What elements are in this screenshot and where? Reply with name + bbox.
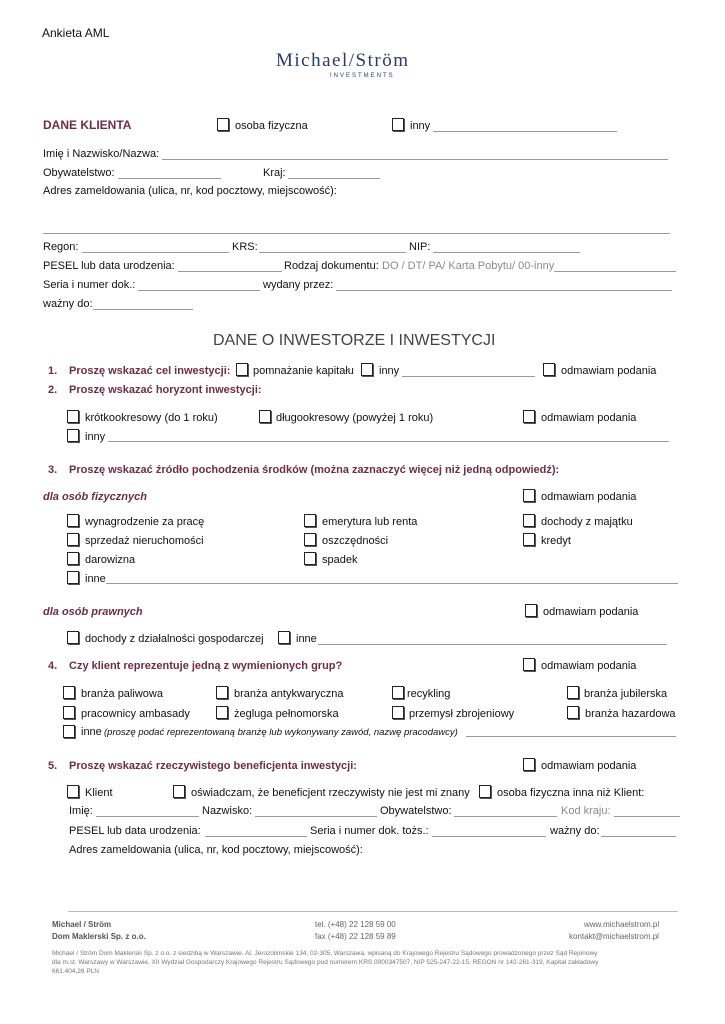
- q5-last-name-label: Nazwisko:: [202, 805, 253, 817]
- checkbox-q2-other[interactable]: [67, 429, 79, 442]
- checkbox-q4-antiques[interactable]: [216, 686, 228, 699]
- q5-country-label: Kod kraju:: [561, 805, 611, 817]
- address-field[interactable]: [43, 233, 670, 234]
- krs-label: KRS:: [232, 241, 258, 253]
- q2-text: Proszę wskazać horyzont inwestycji:: [69, 384, 262, 396]
- checkbox-q4-shipping[interactable]: [216, 706, 228, 719]
- issuedby-label: wydany przez:: [263, 279, 334, 291]
- company-logo: Michael/Ström: [276, 50, 410, 71]
- q4-text: Czy klient reprezentuje jedną z wymienionych grup?: [69, 660, 343, 672]
- q4-jewelry-label: branża jubilerska: [584, 688, 668, 700]
- q3-other-label: inne: [85, 573, 106, 585]
- nip-field[interactable]: [433, 252, 580, 253]
- q3-natural-heading: dla osób fizycznych: [43, 491, 147, 503]
- footer-website[interactable]: www.michaelstrom.pl: [584, 920, 660, 929]
- footer-divider: [68, 911, 678, 912]
- q3-salary-label: wynagrodzenie za pracę: [85, 516, 205, 528]
- krs-field[interactable]: [259, 252, 406, 253]
- q3-savings-label: oszczędności: [322, 535, 389, 547]
- logo-subtitle: INVESTMENTS: [330, 73, 395, 79]
- footer-company-type: Dom Maklerski Sp. z o.o.: [52, 932, 146, 941]
- q4-number: 4.: [48, 660, 58, 672]
- address-label: Adres zameldowania (ulica, nr, kod pocztowy, miejscowość):: [43, 185, 337, 197]
- q4-other-label: inne: [81, 726, 102, 738]
- q2-other-label: inny: [85, 431, 106, 443]
- q4-recycling-label: recykling: [407, 688, 451, 700]
- checkbox-q4-gambling[interactable]: [567, 706, 579, 719]
- checkbox-q5-client[interactable]: [67, 785, 79, 798]
- q4-gambling-label: branża hazardowa: [585, 708, 676, 720]
- checkbox-q5-unknown[interactable]: [173, 785, 185, 798]
- q3-number: 3.: [48, 464, 58, 476]
- checkbox-q2-short[interactable]: [67, 410, 79, 423]
- q4-shipping-label: żegluga pełnomorska: [234, 708, 339, 720]
- q2-other-field[interactable]: [108, 441, 669, 442]
- q3-inheritance-label: spadek: [322, 554, 358, 566]
- checkbox-q3-business[interactable]: [67, 631, 79, 644]
- footer-company: Michael / Ström: [52, 920, 112, 929]
- checkbox-q1-refuse[interactable]: [543, 363, 555, 376]
- regon-field[interactable]: [82, 252, 229, 253]
- q5-number: 5.: [48, 760, 58, 772]
- docnum-label: Seria i numer dok.:: [43, 279, 136, 291]
- q5-unknown-label: oświadczam, że beneficjent rzeczywisty nie jest mi znany: [191, 787, 470, 799]
- q3-legal-refuse-label: odmawiam podania: [543, 606, 639, 618]
- q5-docnum-label: Seria i numer dok. tożs.:: [310, 825, 429, 837]
- q4-embassy-label: pracownicy ambasady: [81, 708, 190, 720]
- pesel-field[interactable]: [178, 271, 282, 272]
- checkbox-q4-embassy[interactable]: [63, 706, 75, 719]
- q1-number: 1.: [48, 365, 58, 377]
- q5-other-person-label: osoba fizyczna inna niż Klient:: [497, 787, 645, 799]
- checkbox-q3-gift[interactable]: [67, 552, 79, 565]
- q5-last-name-field[interactable]: [255, 816, 377, 817]
- q5-valid-label: ważny do:: [550, 825, 600, 837]
- checkbox-q3-inheritance[interactable]: [304, 552, 316, 565]
- q5-country-field[interactable]: [614, 816, 680, 817]
- q5-address-label: Adres zameldowania (ulica, nr, kod pocztowy, miejscowość):: [69, 844, 363, 856]
- valid-field[interactable]: [93, 309, 193, 310]
- checkbox-q2-long[interactable]: [259, 410, 271, 423]
- footer-fax: fax (+48) 22 128 59 89: [315, 932, 396, 941]
- doctype-label: Rodzaj dokumentu:: [284, 260, 379, 272]
- checkbox-q3-savings[interactable]: [304, 533, 316, 546]
- q1-other-label: inny: [379, 365, 400, 377]
- checkbox-q3-legal-refuse[interactable]: [525, 604, 537, 617]
- q5-citizenship-label: Obywatelstwo:: [380, 805, 452, 817]
- checkbox-q3-property[interactable]: [67, 533, 79, 546]
- q4-antiques-label: branża antykwaryczna: [234, 688, 344, 700]
- natural-person-label: osoba fizyczna: [235, 120, 308, 132]
- checkbox-q3-legal-other[interactable]: [278, 631, 290, 644]
- checkbox-q3-other[interactable]: [67, 571, 79, 584]
- country-label: Kraj:: [263, 167, 286, 179]
- q1-refuse-label: odmawiam podania: [561, 365, 657, 377]
- checkbox-q3-salary[interactable]: [67, 514, 79, 527]
- q1-other-field[interactable]: [402, 376, 535, 377]
- q3-natural-refuse-label: odmawiam podania: [541, 491, 637, 503]
- q3-pension-label: emerytura lub renta: [322, 516, 418, 528]
- footer-legal-1: Michael / Ström Dom Maklerski Sp. z o.o. z siedzibą w Warszawie, Al. Jerozolimskie 134, 02-305, Warszawa, wpisaną do Krajowego Rejestru Sądowego prowadzonego przez Sąd Rejonowy: [52, 950, 598, 957]
- q3-assets-label: dochody z majątku: [541, 516, 633, 528]
- checkbox-q5-refuse[interactable]: [523, 758, 535, 771]
- other-client-field[interactable]: [433, 131, 617, 132]
- q5-pesel-label: PESEL lub data urodzenia:: [69, 825, 201, 837]
- checkbox-q4-refuse[interactable]: [523, 658, 535, 671]
- investor-section-title: DANE O INWESTORZE I INWESTYCJI: [213, 332, 496, 349]
- q5-first-name-field[interactable]: [96, 816, 199, 817]
- name-label: Imię i Nazwisko/Nazwa:: [43, 148, 160, 160]
- q2-refuse-label: odmawiam podania: [541, 412, 637, 424]
- q3-legal-heading: dla osób prawnych: [43, 606, 143, 618]
- checkbox-q1-other[interactable]: [361, 363, 373, 376]
- q4-fuel-label: branża paliwowa: [81, 688, 163, 700]
- valid-label: ważny do:: [43, 298, 93, 310]
- q4-refuse-label: odmawiam podania: [541, 660, 637, 672]
- name-field[interactable]: [162, 159, 668, 160]
- checkbox-q4-jewelry[interactable]: [567, 686, 579, 699]
- q1-capital-label: pomnażanie kapitału: [253, 365, 354, 377]
- doctype-field[interactable]: [554, 271, 676, 272]
- country-field[interactable]: [288, 178, 380, 179]
- checkbox-q3-assets[interactable]: [523, 514, 535, 527]
- docnum-field[interactable]: [138, 290, 260, 291]
- q5-citizenship-field[interactable]: [454, 816, 557, 817]
- q4-other-hint: (proszę podać reprezentowaną branżę lub wykonywany zawód, nazwę pracodawcy): [104, 727, 458, 738]
- checkbox-q3-pension[interactable]: [304, 514, 316, 527]
- pesel-label: PESEL lub data urodzenia:: [43, 260, 175, 272]
- nip-label: NIP:: [409, 241, 431, 253]
- footer-tel: tel. (+48) 22 128 59 00: [315, 920, 396, 929]
- regon-label: Regon:: [43, 241, 79, 253]
- q5-text: Proszę wskazać rzeczywistego beneficjenta inwestycji:: [69, 760, 357, 772]
- q3-legal-other-field[interactable]: [318, 644, 667, 645]
- q5-pesel-field[interactable]: [205, 836, 307, 837]
- checkbox-q2-refuse[interactable]: [523, 410, 535, 423]
- checkbox-q1-capital[interactable]: [236, 363, 248, 376]
- q5-docnum-field[interactable]: [432, 836, 546, 837]
- footer-legal-2: dla m.st. Warszawy w Warszawie, XII Wydział Gospodarczy Krajowego Rejestru Sądowego pod numerem KRS 0000347507, NIP 525-247-22-15, REGON nr 142-261-319, Kapitał zakładowy: [52, 959, 599, 966]
- checkbox-q4-fuel[interactable]: [63, 686, 75, 699]
- q5-client-label: Klient: [85, 787, 113, 799]
- q2-short-label: krótkookresowy (do 1 roku): [85, 412, 218, 424]
- issuedby-field[interactable]: [336, 290, 672, 291]
- document-label: Ankieta AML: [42, 26, 110, 40]
- other-client-label: inny: [410, 120, 431, 132]
- q5-valid-field[interactable]: [601, 836, 676, 837]
- footer-email[interactable]: kontakt@michaelstrom.pl: [569, 932, 659, 941]
- checkbox-q4-recycling[interactable]: [392, 686, 404, 699]
- q4-other-field[interactable]: [466, 736, 676, 737]
- checkbox-q5-other-person[interactable]: [479, 785, 491, 798]
- q3-property-label: sprzedaż nieruchomości: [85, 535, 204, 547]
- q3-legal-other-label: inne: [296, 633, 317, 645]
- doctype-options: DO / DT/ PA/ Karta Pobytu/ 00-inny: [382, 260, 555, 272]
- footer-legal-3: 661.404,26 PLN: [52, 968, 99, 975]
- checkbox-other-client[interactable]: [392, 118, 404, 131]
- client-section-title: DANE KLIENTA: [43, 118, 132, 132]
- checkbox-q3-credit[interactable]: [523, 533, 535, 546]
- checkbox-q4-other[interactable]: [63, 725, 75, 738]
- q3-business-label: dochody z działalności gospodarczej: [85, 633, 264, 645]
- q3-credit-label: kredyt: [541, 535, 571, 547]
- citizenship-field[interactable]: [118, 178, 221, 179]
- q5-first-name-label: Imię:: [69, 805, 93, 817]
- citizenship-label: Obywatelstwo:: [43, 167, 115, 179]
- q5-refuse-label: odmawiam podania: [541, 760, 637, 772]
- q3-other-field[interactable]: [106, 583, 678, 584]
- checkbox-q3-natural-refuse[interactable]: [523, 489, 535, 502]
- q2-number: 2.: [48, 384, 58, 396]
- q3-text: Proszę wskazać źródło pochodzenia środków (można zaznaczyć więcej niż jedną odpowiedź):: [69, 464, 560, 476]
- checkbox-q4-arms[interactable]: [392, 706, 404, 719]
- q4-arms-label: przemysł zbrojeniowy: [409, 708, 515, 720]
- q3-gift-label: darowizna: [85, 554, 136, 566]
- q1-text: Proszę wskazać cel inwestycji:: [69, 365, 231, 377]
- q2-long-label: długookresowy (powyżej 1 roku): [276, 412, 434, 424]
- checkbox-natural-person[interactable]: [217, 118, 229, 131]
